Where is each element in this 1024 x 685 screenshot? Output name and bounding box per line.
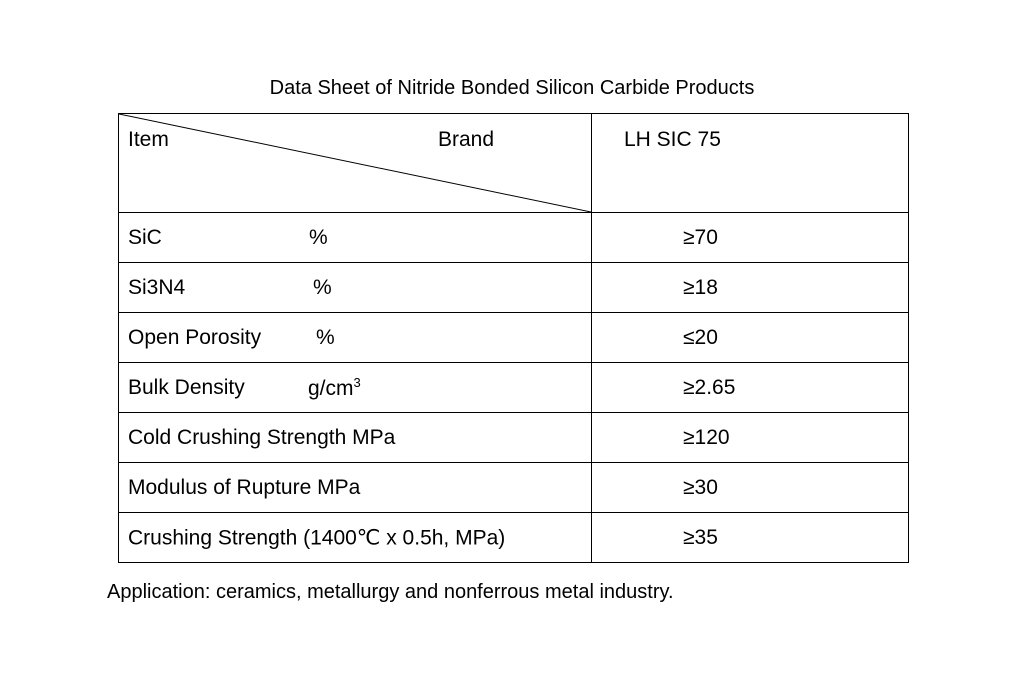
table-row <box>119 463 909 513</box>
property-name: Crushing Strength (1400℃ x 0.5h, MPa) <box>128 526 506 549</box>
header-brand-cell <box>592 114 909 213</box>
property-unit-superscript: 3 <box>353 374 361 390</box>
table-row <box>119 513 909 563</box>
property-name: Si3N4 <box>128 275 186 299</box>
property-cell <box>119 363 592 413</box>
diagonal-divider-line <box>119 114 591 212</box>
header-item-label: Item <box>128 128 169 151</box>
data-sheet-table <box>118 113 909 563</box>
property-value: ≥35 <box>592 513 909 563</box>
table-row <box>119 313 909 363</box>
brand-name: LH SIC 75 <box>624 128 721 151</box>
property-name: Open Porosity <box>128 325 262 349</box>
table-header-row <box>119 114 909 213</box>
property-cell <box>119 313 592 363</box>
property-value: ≥70 <box>592 213 909 263</box>
property-unit: % <box>316 325 335 349</box>
property-value: ≥18 <box>592 263 909 313</box>
property-cell <box>119 513 592 563</box>
header-brand-label: Brand <box>438 128 495 151</box>
header-diagonal-cell <box>119 114 592 213</box>
property-cell <box>119 463 592 513</box>
table-row <box>119 363 909 413</box>
property-cell <box>119 413 592 463</box>
property-value: ≥120 <box>592 413 909 463</box>
property-unit: % <box>309 225 328 249</box>
property-name: Modulus of Rupture MPa <box>128 475 361 499</box>
table-row <box>119 213 909 263</box>
property-unit-base: g/cm <box>308 376 354 400</box>
document-title-text: Data Sheet of Nitride Bonded Silicon Carbide Products <box>269 77 755 99</box>
table-row <box>119 263 909 313</box>
property-cell <box>119 213 592 263</box>
property-name: SiC <box>128 225 162 249</box>
property-name: Cold Crushing Strength MPa <box>128 425 396 449</box>
property-cell <box>119 263 592 313</box>
application-note: Application: ceramics, metallurgy and nonferrous metal industry. <box>107 581 674 603</box>
property-unit <box>308 375 361 401</box>
property-value: ≤20 <box>592 313 909 363</box>
property-value: ≥30 <box>592 463 909 513</box>
document-title <box>0 76 1024 100</box>
property-name: Bulk Density <box>128 375 245 399</box>
property-value: ≥2.65 <box>592 363 909 413</box>
property-unit: % <box>313 275 332 299</box>
table-row <box>119 413 909 463</box>
